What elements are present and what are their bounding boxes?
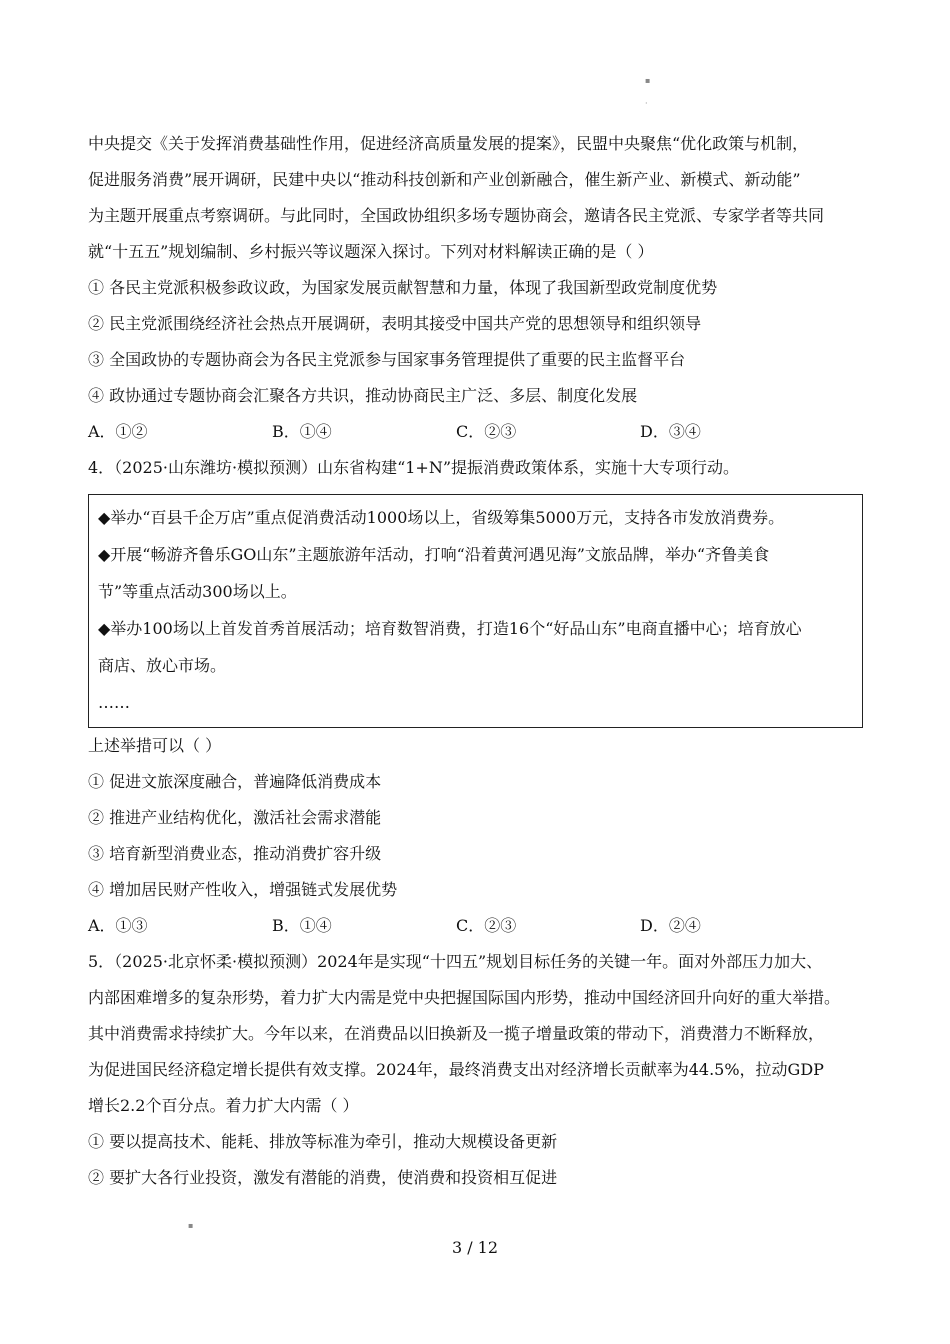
choice-c: C．②③ xyxy=(456,916,517,935)
choice-b: B．①④ xyxy=(272,422,332,441)
question-stem-line: 5．（2025·北京怀柔·模拟预测）2024年是实现“十四五”规划目标任务的关键一年。面对外部压力加大、 xyxy=(88,952,823,971)
material-line: ◆开展“畅游齐鲁乐GO山东”主题旅游年活动，打响“沿着黄河遇见海”文旅品牌，举办“齐鲁美食 xyxy=(98,545,770,564)
answer-choices xyxy=(88,414,868,450)
question-stem-line: 就“十五五”规划编制、乡村振兴等议题深入探讨。下列对材料解读正确的是（ ） xyxy=(88,242,654,261)
material-ellipsis: …… xyxy=(98,693,130,712)
header-mark-small: · xyxy=(645,99,648,108)
footer-mark: ▪ xyxy=(188,1221,194,1230)
question-stem-line: 增长2.2个百分点。着力扩大内需（ ） xyxy=(88,1096,359,1115)
page-content xyxy=(88,126,868,1196)
question-3-continued xyxy=(88,126,868,450)
question-stem-line: 内部困难增多的复杂形势，着力扩大内需是党中央把握国际国内形势，推动中国经济回升向好的重大举措。 xyxy=(88,988,841,1007)
choice-d: D．②④ xyxy=(640,916,701,935)
choice-b: B．①④ xyxy=(272,916,332,935)
header-mark: ▪ xyxy=(645,76,651,85)
question-stem: 4．（2025·山东潍坊·模拟预测）山东省构建“1+N”提振消费政策体系，实施十大专项行动。 xyxy=(88,458,740,477)
option-statement: ④ 政协通过专题协商会汇聚各方共识，推动协商民主广泛、多层、制度化发展 xyxy=(88,386,638,405)
option-statement: ② 推进产业结构优化，激活社会需求潜能 xyxy=(88,808,382,827)
question-stem-line: 促进服务消费”展开调研，民建中央以“推动科技创新和产业创新融合，催生新产业、新模式、新动能” xyxy=(88,170,801,189)
question-5 xyxy=(88,944,868,1196)
choice-a: A．①③ xyxy=(88,916,148,935)
choice-d: D．③④ xyxy=(640,422,701,441)
option-statement: ② 民主党派围绕经济社会热点开展调研，表明其接受中国共产党的思想领导和组织领导 xyxy=(88,314,702,333)
option-statement: ① 要以提高技术、能耗、排放等标准为牵引，推动大规模设备更新 xyxy=(88,1132,558,1151)
question-stem-line: 为主题开展重点考察调研。与此同时，全国政协组织多场专题协商会，邀请各民主党派、专家学者等共同 xyxy=(88,206,825,225)
material-line: 商店、放心市场。 xyxy=(98,656,227,675)
material-box xyxy=(88,494,863,728)
answer-choices xyxy=(88,908,868,944)
option-statement: ① 各民主党派积极参政议政，为国家发展贡献智慧和力量，体现了我国新型政党制度优势 xyxy=(88,278,718,297)
option-statement: ③ 培育新型消费业态，推动消费扩容升级 xyxy=(88,844,382,863)
material-line: ◆举办100场以上首发首秀首展活动；培育数智消费，打造16个“好品山东”电商直播中心；培育放心 xyxy=(98,619,802,638)
question-prompt: 上述举措可以（ ） xyxy=(88,736,222,755)
page-number: 3 / 12 xyxy=(451,1238,499,1257)
option-statement: ② 要扩大各行业投资，激发有潜能的消费，使消费和投资相互促进 xyxy=(88,1168,558,1187)
choice-a: A．①② xyxy=(88,422,148,441)
material-line: ◆举办“百县千企万店”重点促消费活动1000场以上，省级筹集5000万元，支持各市发放消费券。 xyxy=(98,508,785,527)
material-line: 节”等重点活动300场以上。 xyxy=(98,582,297,601)
choice-c: C．②③ xyxy=(456,422,517,441)
option-statement: ④ 增加居民财产性收入，增强链式发展优势 xyxy=(88,880,398,899)
question-stem-line: 其中消费需求持续扩大。今年以来，在消费品以旧换新及一揽子增量政策的带动下，消费潜力不断释放， xyxy=(88,1024,825,1043)
question-stem-line: 中央提交《关于发挥消费基础性作用，促进经济高质量发展的提案》，民盟中央聚焦“优化政策与机制， xyxy=(88,134,809,153)
question-stem-line: 为促进国民经济稳定增长提供有效支撑。2024年，最终消费支出对经济增长贡献率为44.5%，拉动GDP xyxy=(88,1060,824,1079)
option-statement: ① 促进文旅深度融合，普遍降低消费成本 xyxy=(88,772,382,791)
question-4 xyxy=(88,450,868,944)
option-statement: ③ 全国政协的专题协商会为各民主党派参与国家事务管理提供了重要的民主监督平台 xyxy=(88,350,686,369)
